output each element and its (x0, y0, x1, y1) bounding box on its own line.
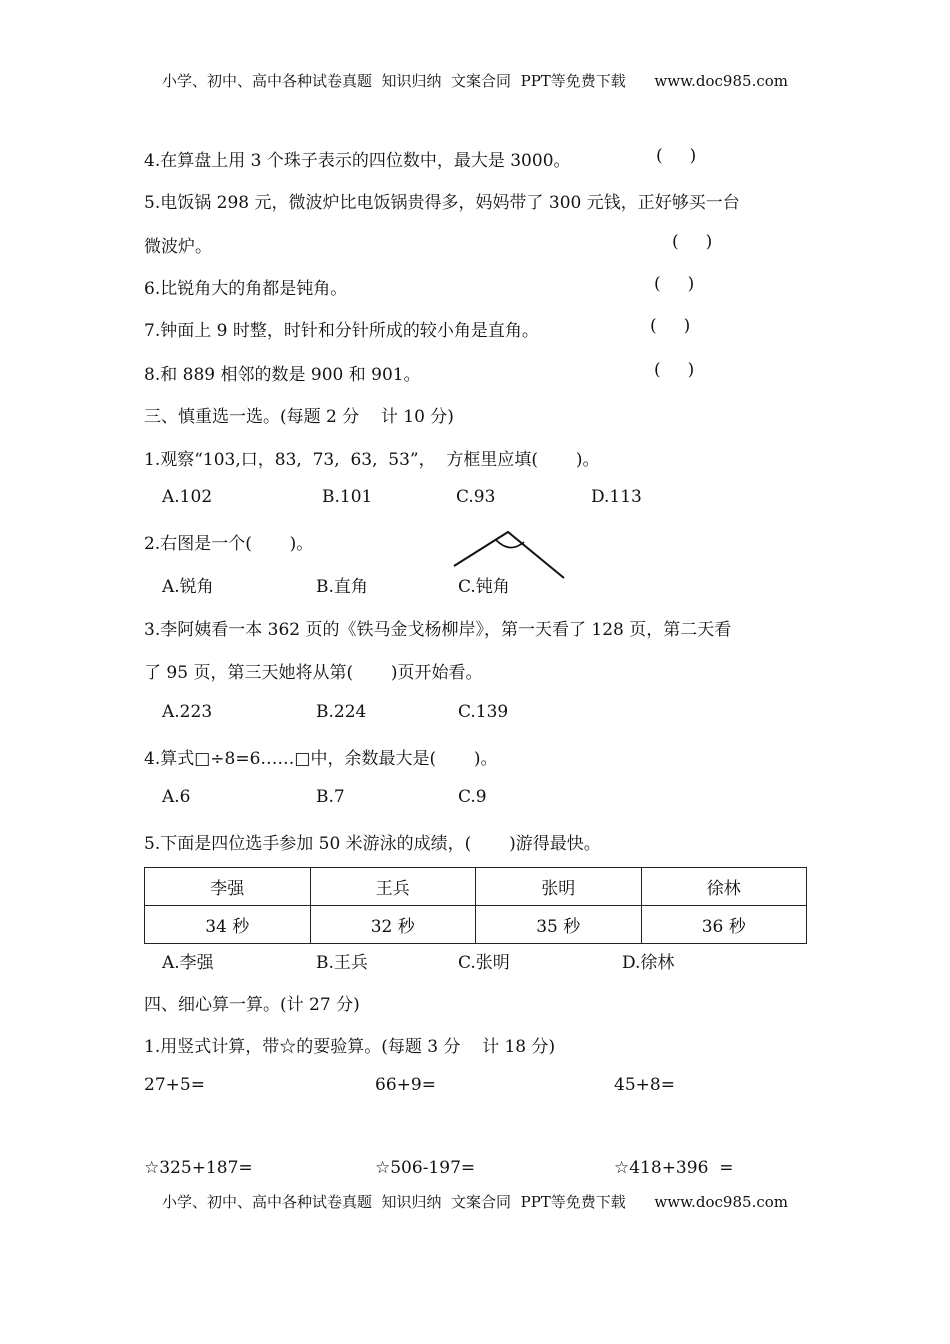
answer-paren: ( ) (654, 274, 695, 294)
judge-item-7: 7.钟面上 9 时整，时针和分针所成的较小角是直角。 (144, 321, 539, 341)
answer-paren: ( ) (654, 360, 695, 380)
question-4: 4.算式□÷8=6……□中，余数最大是( )。 (144, 749, 498, 769)
answer-paren: ( ) (650, 316, 691, 336)
option-a: A.锐角 (162, 577, 214, 597)
judge-item-5: 5.电饭锅 298 元，微波炉比电饭锅贵得多，妈妈带了 300 元钱，正好够买一台 (144, 193, 740, 213)
table-cell: 35 秒 (476, 906, 642, 944)
option-d: D.113 (591, 487, 642, 507)
option-d: D.徐林 (622, 953, 675, 973)
table-header-cell: 王兵 (310, 868, 476, 906)
option-c: C.93 (456, 487, 496, 507)
option-a: A.6 (162, 787, 191, 807)
calc-problem: 45+8= (614, 1075, 675, 1095)
table-row (145, 868, 807, 906)
option-a: A.李强 (162, 953, 214, 973)
question-1: 1.观察“103,口，83, 73, 63, 53”， 方框里应填( )。 (144, 450, 600, 470)
section-title-choice: 三、慎重选一选。(每题 2 分 计 10 分) (144, 407, 454, 427)
judge-item-6: 6.比锐角大的角都是钝角。 (144, 279, 348, 299)
table-header-cell: 李强 (145, 868, 311, 906)
question-5: 5.下面是四位选手参加 50 米游泳的成绩，( )游得最快。 (144, 834, 601, 854)
answer-paren: ( ) (672, 232, 713, 252)
option-a: A.102 (162, 487, 213, 507)
option-c: C.139 (458, 702, 509, 722)
option-b: B.101 (322, 487, 373, 507)
option-c: C.9 (458, 787, 487, 807)
option-b: B.224 (316, 702, 367, 722)
table-header-cell: 张明 (476, 868, 642, 906)
calc-problem: ☆506-197= (375, 1158, 476, 1178)
page-header: 小学、初中、高中各种试卷真题 知识归纳 文案合同 PPT等免费下载 www.doc985.com (161, 72, 788, 90)
judge-item-8: 8.和 889 相邻的数是 900 和 901。 (144, 365, 421, 385)
option-b: B.王兵 (316, 953, 368, 973)
calc-instructions: 1.用竖式计算，带☆的要验算。(每题 3 分 计 18 分) (144, 1037, 556, 1057)
question-2: 2.右图是一个( )。 (144, 534, 314, 554)
question-3: 3.李阿姨看一本 362 页的《铁马金戈杨柳岸》，第一天看了 128 页，第二天看 (144, 620, 732, 640)
option-b: B.7 (316, 787, 345, 807)
judge-item-4: 4.在算盘上用 3 个珠子表示的四位数中，最大是 3000。 (144, 151, 571, 171)
answer-paren: ( ) (656, 146, 697, 166)
table-cell: 32 秒 (310, 906, 476, 944)
table-header-cell: 徐林 (641, 868, 807, 906)
calc-problem: 66+9= (375, 1075, 436, 1095)
section-title-calc: 四、细心算一算。(计 27 分) (144, 995, 360, 1015)
table-cell: 36 秒 (641, 906, 807, 944)
option-c: C.张明 (458, 953, 510, 973)
page-footer: 小学、初中、高中各种试卷真题 知识归纳 文案合同 PPT等免费下载 www.doc985.com (161, 1193, 788, 1211)
option-a: A.223 (162, 702, 213, 722)
question-3-cont: 了 95 页，第三天她将从第( )页开始看。 (144, 663, 483, 683)
calc-problem: 27+5= (144, 1075, 205, 1095)
table-cell: 34 秒 (145, 906, 311, 944)
table-row (145, 906, 807, 944)
option-c: C.钝角 (458, 577, 510, 597)
option-b: B.直角 (316, 577, 368, 597)
calc-problem: ☆418+396 = (614, 1158, 734, 1178)
swim-results-table (144, 867, 807, 944)
calc-problem: ☆325+187= (144, 1158, 253, 1178)
judge-item-5-cont: 微波炉。 (144, 237, 212, 257)
